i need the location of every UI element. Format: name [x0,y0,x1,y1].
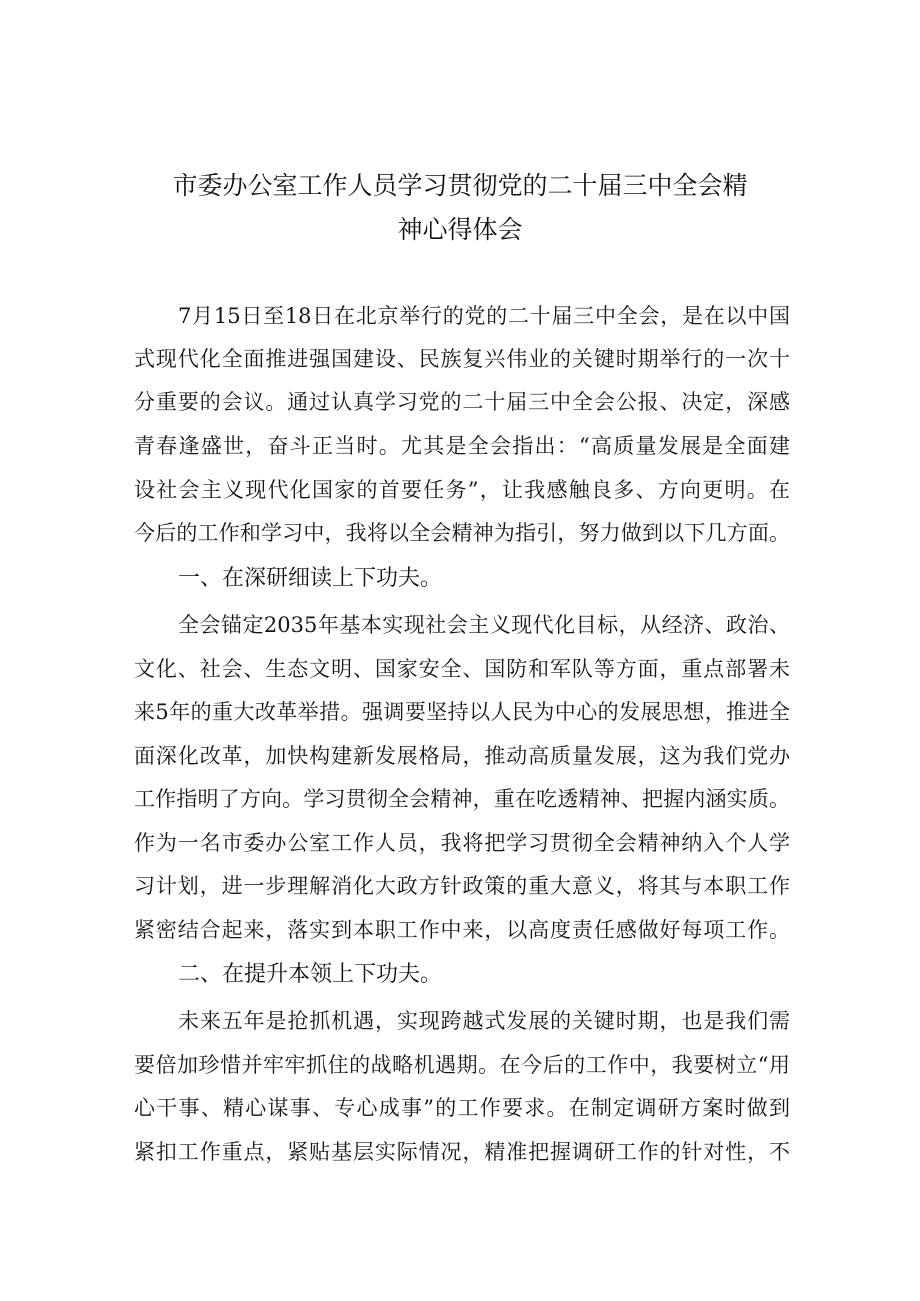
section-2-line: 心干事、精心谋事、专心成事”的工作要求。在制定调研方案时做到 [134,1096,790,1120]
document-title-line-1: 市委办公室工作人员学习贯彻党的二十届三中全会精 [172,171,748,200]
intro-paragraph-line: 今后的工作和学习中，我将以全会精神为指引，努力做到以下几方面。 [134,521,790,545]
section-1-heading: 一、在深研细读上下功夫。 [178,566,443,591]
intro-paragraph-line: 设社会主义现代化国家的首要任务”，让我感触良多、方向更明。在 [134,478,790,502]
section-1-line: 来5年的重大改革举措。强调要坚持以人民为中心的发展思想，推进全 [134,700,790,724]
intro-paragraph-line: 分重要的会议。通过认真学习党的二十届三中全会公报、决定，深感 [134,390,790,414]
intro-paragraph-line: 7月15日至18日在北京举行的党的二十届三中全会，是在以中国 [178,304,790,328]
section-1-line: 作为一名市委办公室工作人员，我将把学习贯彻全会精神纳入个人学 [134,831,790,855]
intro-paragraph-line: 式现代化全面推进强国建设、民族复兴伟业的关键时期举行的一次十 [134,347,790,371]
section-1-line: 紧密结合起来，落实到本职工作中来，以高度责任感做好每项工作。 [134,918,790,942]
intro-paragraph-line: 青春逢盛世，奋斗正当时。尤其是全会指出：“高质量发展是全面建 [134,434,790,458]
section-1-line: 习计划，进一步理解消化大政方针政策的重大意义，将其与本职工作 [134,874,790,898]
section-2-heading: 二、在提升本领上下功夫。 [178,962,443,987]
section-2-line: 未来五年是抢抓机遇，实现跨越式发展的关键时期，也是我们需 [178,1009,790,1033]
section-1-line: 全会锚定2035年基本实现社会主义现代化目标，从经济、政治、 [178,613,790,637]
document-title-line-2: 神心得体会 [397,215,523,244]
section-1-line: 工作指明了方向。学习贯彻全会精神，重在吃透精神、把握内涵实质。 [134,787,790,811]
section-2-line: 紧扣工作重点，紧贴基层实际情况，精准把握调研工作的针对性，不 [134,1140,790,1164]
section-2-line: 要倍加珍惜并牢牢抓住的战略机遇期。在今后的工作中，我要树立“用 [134,1053,790,1077]
section-1-line: 文化、社会、生态文明、国家安全、国防和军队等方面，重点部署未 [134,657,790,681]
section-1-line: 面深化改革，加快构建新发展格局，推动高质量发展，这为我们党办 [134,744,790,768]
